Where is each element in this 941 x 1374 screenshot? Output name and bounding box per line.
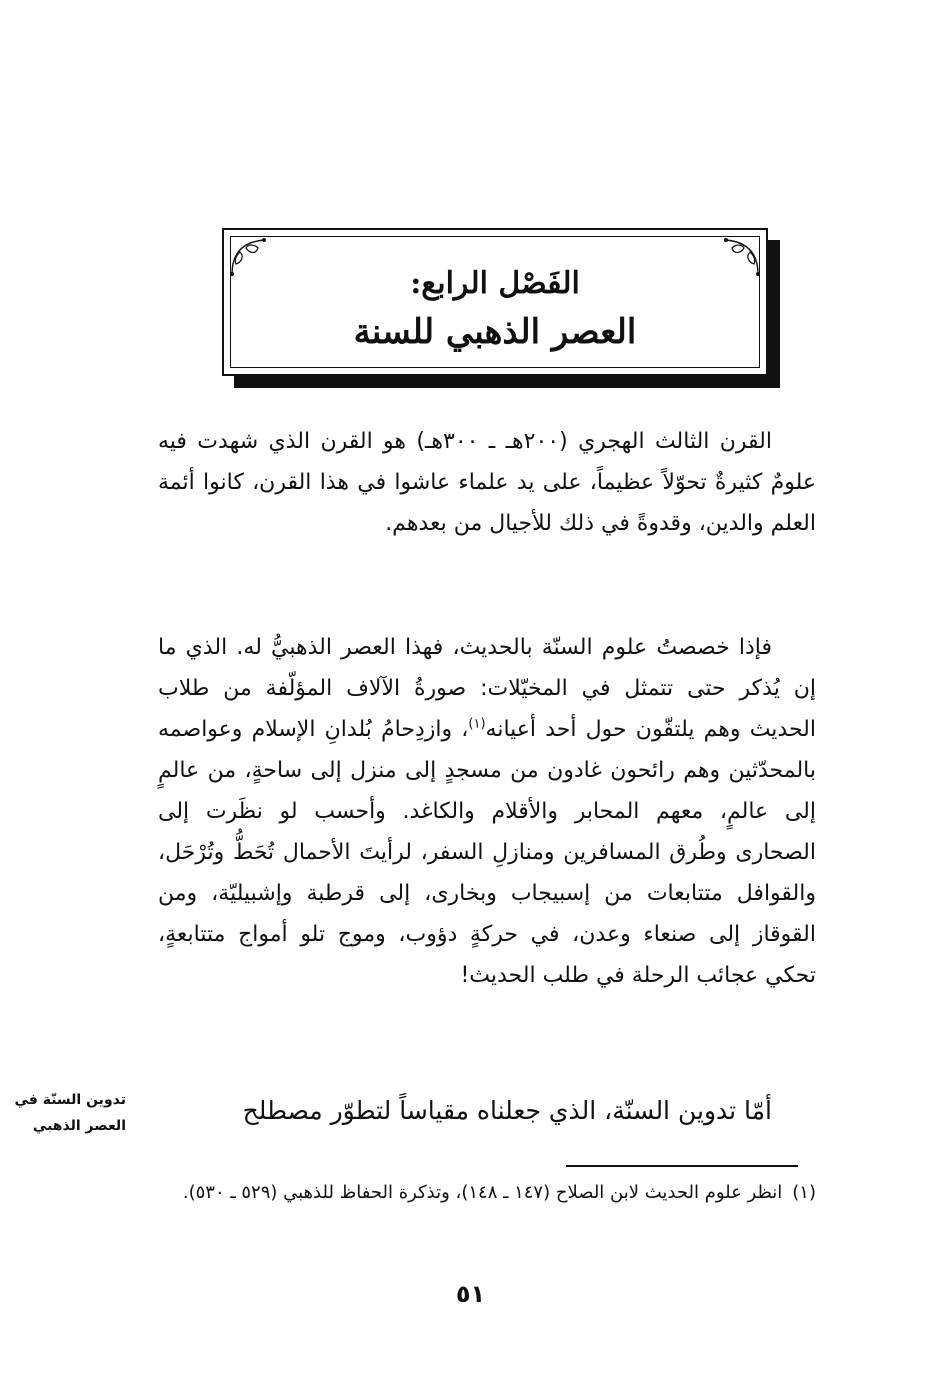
chapter-label: الفَصْل الرابع: (410, 266, 580, 301)
footnote-marker: (١) (792, 1182, 816, 1203)
paragraph-text: ، وازدِحامُ بُلدانِ الإسلام وعواصمه بالمحدّثين وهم رائحون غادون من مسجدٍ إلى منزل إلى ساحةٍ، من عالمٍ إلى عالمٍ، معهم المحابر والأقلام والكاغد. وأحسب لو نظَرت إلى الصحارى وطُرق المسافرين ومنازلِ السفر، لرأيتَ الأحمال تُحَطُّ وتُرْحَل، والقوافل متتابعات من إسبيجاب وبخارى، إلى قرطبة وإشبيليّة، ومن القوقاز إلى صنعاء وعدن، في حركةٍ دؤوب، وموج تلو أمواج متتابعةٍ، تحكي عجائب الرحلة في طلب الحديث! (158, 717, 816, 988)
chapter-title-frame (222, 228, 768, 376)
paragraph-text: فإذا خصصتُ علوم السنّة بالحديث، فهذا العصر الذهبيُّ له. الذي ما إن يُذكر حتى تتمثل في المخيّلات: صورةُ الآلاف المؤلّفة من طلاب الحديث وهم يلتفّون حول أحد أعيانه (158, 635, 816, 742)
margin-note-line: تدوين السنّة في (14, 1092, 126, 1108)
margin-note-line: العصر الذهبي (32, 1118, 126, 1134)
margin-note (0, 1087, 126, 1139)
footnote (158, 1175, 816, 1211)
footnote-reference[interactable]: (١) (468, 716, 486, 732)
body-paragraph (158, 627, 816, 996)
page-number: ٥١ (455, 1280, 486, 1308)
body-paragraph: القرن الثالث الهجري (٢٠٠هـ ـ ٣٠٠هـ) هو القرن الذي شهدت فيه علومٌ كثيرةٌ تحوّلاً عظيماً، على يد علماء عاشوا في هذا القرن، كانوا أئمة العلم والدين، وقدوةً في ذلك للأجيال من بعدهم. (158, 429, 816, 536)
body-paragraph: أمّا تدوين السنّة، الذي جعلناه مقياساً لتطوّر مصطلح (242, 1096, 772, 1125)
chapter-title: العصر الذهبي للسنة (353, 312, 637, 352)
footnote-text: انظر علوم الحديث لابن الصلاح (١٤٧ ـ ١٤٨)، وتذكرة الحفاظ للذهبي (٥٢٩ ـ ٥٣٠). (182, 1182, 783, 1203)
footnote-divider (566, 1165, 798, 1167)
